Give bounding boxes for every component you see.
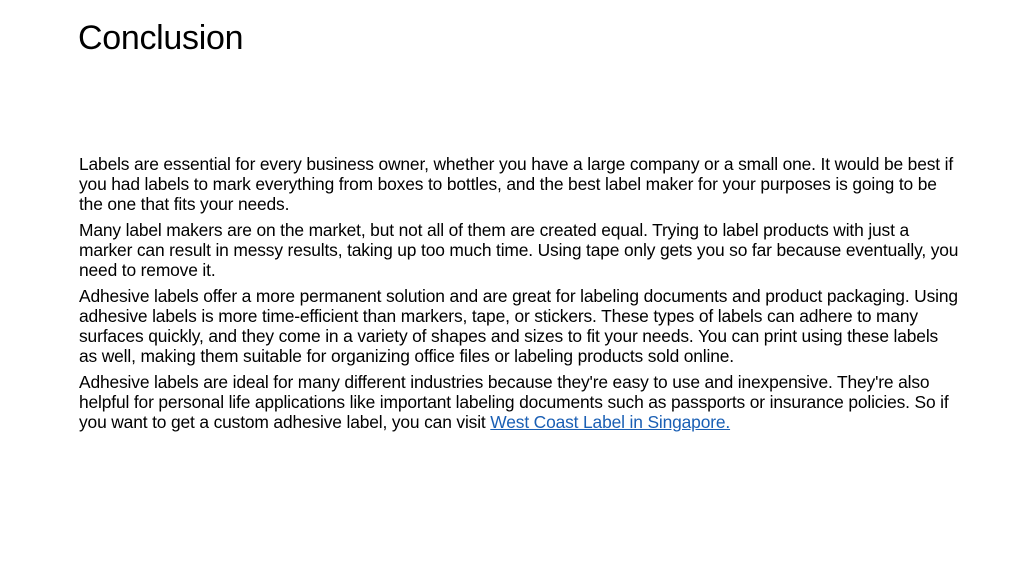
west-coast-label-link[interactable]: West Coast Label in Singapore. xyxy=(490,412,731,432)
paragraph-2: Many label makers are on the market, but not all of them are created equal. Trying to label products with just a marker can result in messy results, taking up too much time. Using tape only gets you so far because eventually, you need to remove it. xyxy=(79,220,959,280)
paragraph-4 xyxy=(79,372,959,432)
slide-body xyxy=(79,154,959,438)
paragraph-4-text: Adhesive labels are ideal for many different industries because they're easy to use and inexpensive. They're also helpful for personal life applications like important labeling documents such as passports or insurance policies. So if you want to get a custom adhesive label, you can visit xyxy=(79,372,949,432)
paragraph-3: Adhesive labels offer a more permanent solution and are great for labeling documents and product packaging. Using adhesive labels is more time-efficient than markers, tape, or stickers. These types of labels can adhere to many surfaces quickly, and they come in a variety of shapes and sizes to fit your needs. You can print using these labels as well, making them suitable for organizing office files or labeling products sold online. xyxy=(79,286,958,366)
slide-title: Conclusion xyxy=(78,19,244,57)
paragraph-1: Labels are essential for every business owner, whether you have a large company or a small one. It would be best if you had labels to mark everything from boxes to bottles, and the best label maker for your purposes is going to be the one that fits your needs. xyxy=(79,154,954,214)
